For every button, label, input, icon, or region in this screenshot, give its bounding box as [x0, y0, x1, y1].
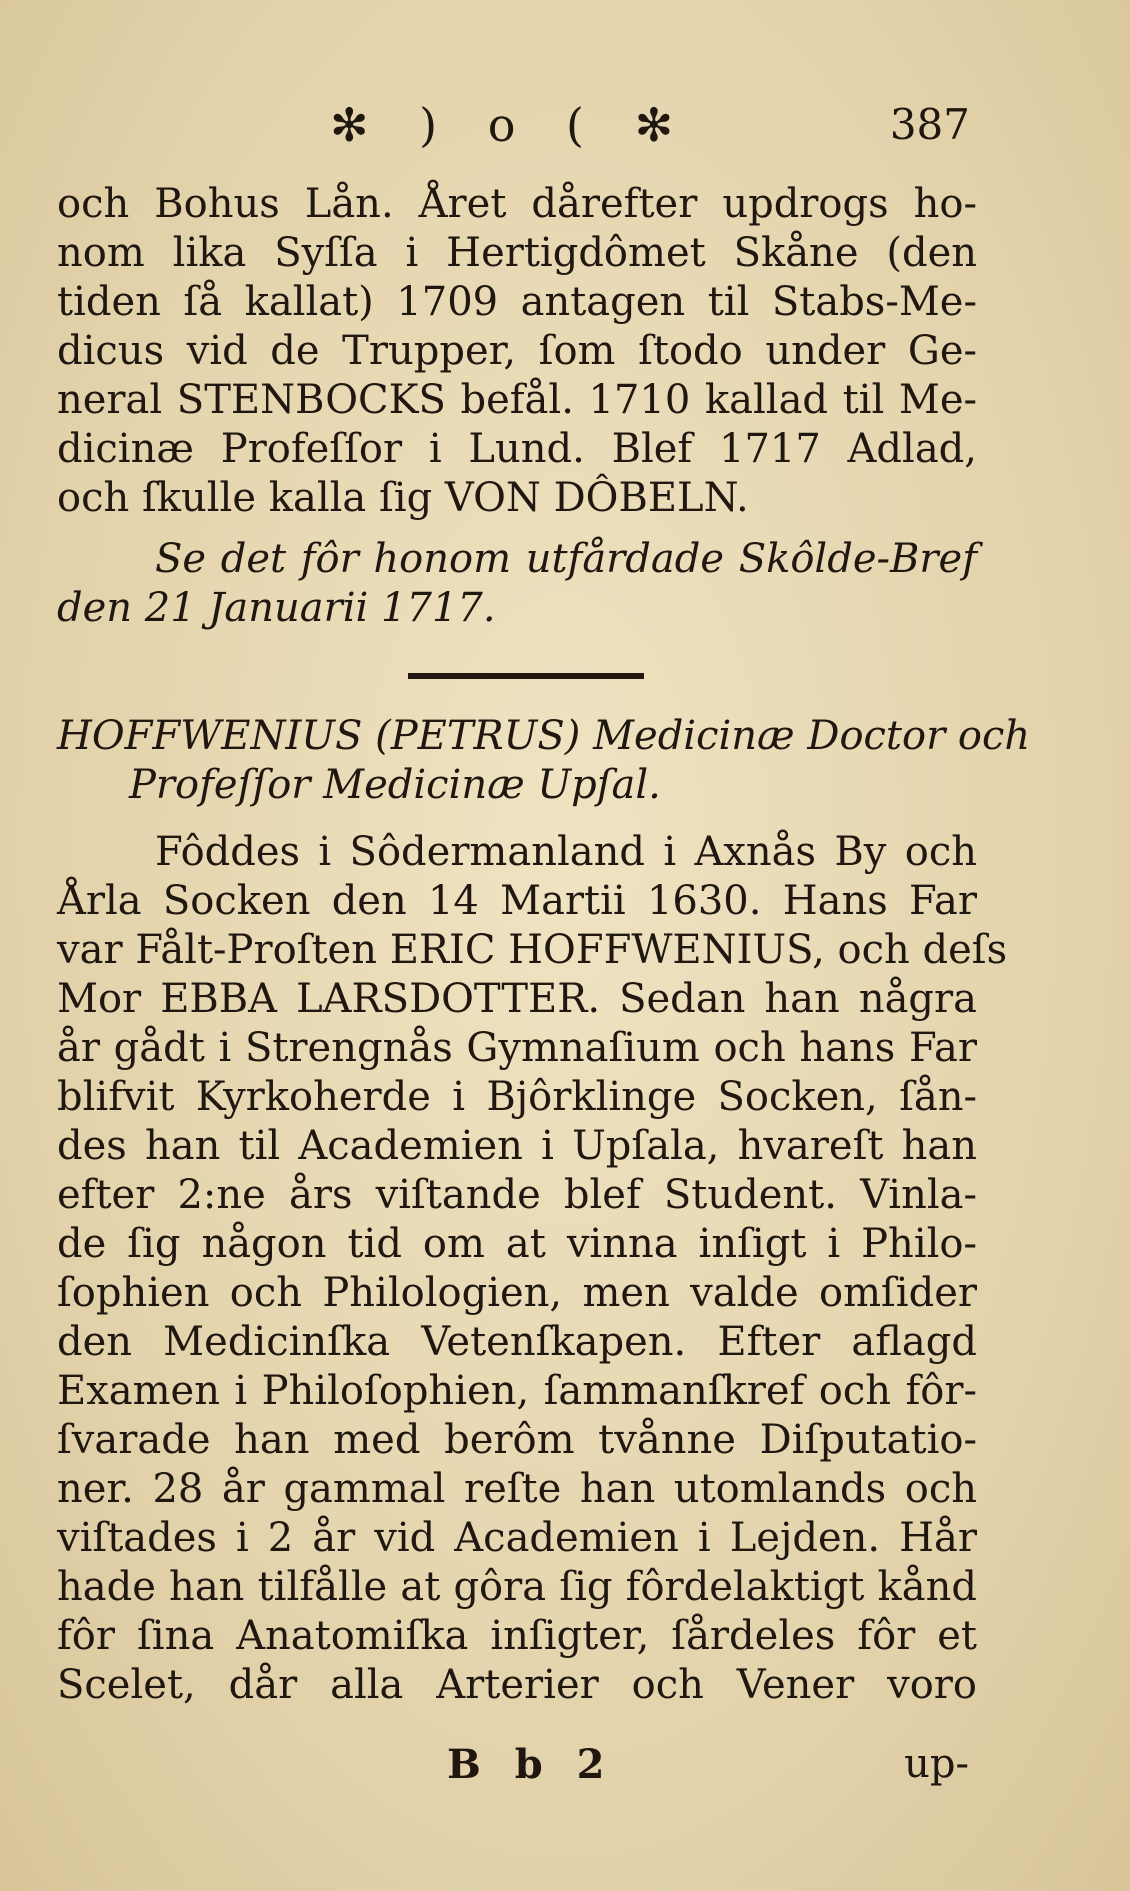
text-line: Årla Socken den 14 Martii 1630. Hans Far	[57, 878, 977, 924]
first-entry-text	[57, 180, 977, 523]
header-ornament: ✻ ) o ( ✻	[330, 98, 692, 152]
text-line: ſophien och Philologien, men valde omſider	[57, 1270, 977, 1316]
heading-line: HOFFWENIUS (PETRUS) Medicinæ Doctor och	[57, 713, 1031, 759]
text-line: den Medicinſka Vetenſkapen. Efter aflagd	[57, 1319, 977, 1365]
text-line: ſvarade han med berôm tvånne Diſputatio-	[57, 1417, 977, 1463]
text-line: nom lika Syſſa i Hertigdômet Skåne (den	[57, 230, 977, 276]
text-line: de ſig någon tid om at vinna inſigt i Philo-	[57, 1221, 977, 1267]
text-line: dicus vid de Trupper, ſom ſtodo under Ge-	[57, 328, 977, 374]
text-line: år gådt i Strengnås Gymnaſium och hans Far	[57, 1025, 977, 1071]
section-divider	[408, 673, 644, 679]
text-line: des han til Academien i Upſala, hvareſt han	[57, 1123, 977, 1169]
text-line: och ſkulle kalla ſig VON DÔBELN.	[57, 475, 749, 521]
text-line: Scelet, dår alla Arterier och Vener voro	[57, 1662, 977, 1708]
text-line: Mor EBBA LARSDOTTER. Sedan han några	[57, 976, 977, 1022]
text-line: var Fålt-Proſten ERIC HOFFWENIUS, och deſs	[57, 927, 1008, 973]
signature-mark: B b 2	[447, 1741, 615, 1788]
text-line: neral STENBOCKS befål. 1710 kallad til Me-	[57, 377, 977, 423]
entry-heading	[57, 712, 1031, 810]
text-line: viſtades i 2 år vid Academien i Lejden. Hår	[57, 1515, 977, 1561]
running-header	[330, 98, 970, 158]
text-line: fôr ſina Anatomiſka inſigter, ſårdeles fôr et	[57, 1613, 977, 1659]
catchword: up-	[904, 1741, 969, 1787]
text-line: ner. 28 år gammal reſte han utomlands och	[57, 1466, 977, 1512]
first-entry-note	[57, 535, 977, 633]
page-number: 387	[889, 100, 970, 149]
text-line: och Bohus Lån. Året dårefter updrogs ho-	[57, 181, 977, 227]
text-line: tiden ſå kallat) 1709 antagen til Stabs-Me-	[57, 279, 977, 325]
heading-line: Profeſſor Medicinæ Upſal.	[129, 762, 661, 808]
second-entry-text	[57, 828, 1008, 1710]
text-line: Examen i Philoſophien, ſammanſkref och fôr-	[57, 1368, 977, 1414]
text-line: hade han tilfålle at gôra ſig fôrdelaktigt kånd	[57, 1564, 977, 1610]
note-line: den 21 Januarii 1717.	[57, 585, 496, 631]
text-line: Fôddes i Sôdermanland i Axnås By och	[155, 829, 977, 875]
text-line: efter 2:ne års viſtande blef Student. Vinla-	[57, 1172, 977, 1218]
text-line: dicinæ Profeſſor i Lund. Blef 1717 Adlad,	[57, 426, 977, 472]
page-footer	[57, 1740, 977, 1789]
text-line: blifvit Kyrkoherde i Bjôrklinge Socken, ſån-	[57, 1074, 977, 1120]
note-line: Se det fôr honom utfårdade Skôlde-Bref	[155, 536, 977, 582]
